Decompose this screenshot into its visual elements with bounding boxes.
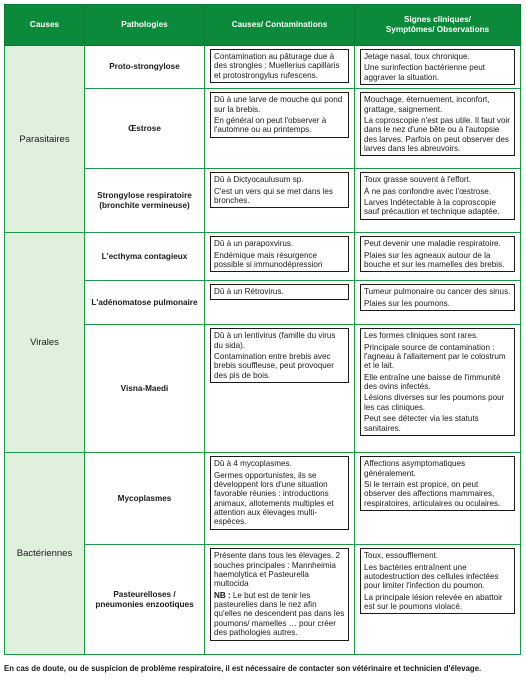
signes-cell [355,233,521,281]
signes-text: Larves Indétectable à la coproscopie sauf précaution et technique adaptée. [364,197,500,217]
causes-text: Dû à une larve de mouche qui pond sur la brebis. [214,95,343,114]
signes-text: Lésions diverses sur les poumons pour les cas cliniques. [364,393,505,412]
causes-cell [205,281,355,325]
signes-text: Mouchage, éternuement, inconfort, grattage, saignement. [364,95,490,114]
signes-cell [355,325,521,453]
header-signes-line2: Symptômes/ Observations [385,25,490,34]
signes-text: Tumeur pulmonaire ou cancer des sinus. [364,287,511,297]
causes-text: Endémique mais résurgence possible si immunodépression [214,250,323,269]
group-virales: Virales [5,233,85,453]
table-header-row [5,5,521,46]
table-row [5,453,521,545]
header-signes [355,5,521,46]
signes-cell [355,453,521,545]
causes-text: Dû à 4 mycoplasmes. [214,459,292,469]
pathology-name: Mycoplasmes [85,453,205,545]
causes-text: Dû à Dictyocaulusum sp. [214,175,304,185]
header-pathologies: Pathologies [85,5,205,46]
signes-text: Jetage nasal, toux chronique. [364,52,470,61]
signes-text: Toux, essoufflement. [364,551,439,561]
signes-cell [355,281,521,325]
causes-cell [205,46,355,89]
table-row [5,233,521,281]
causes-text: C'est un vers qui se met dans les bronches. [214,186,333,205]
pathology-name: Strongylose respiratoire (bronchite vermineuse) [85,169,205,233]
table-row [5,46,521,89]
causes-cell [205,453,355,545]
causes-text: Contamination entre brebis avec brebis souffleuse, peut provoquer des pis de bois. [214,351,334,380]
header-causes: Causes [5,5,85,46]
signes-text: Peut devenir une maladie respiratoire. [364,239,501,249]
header-signes-line1: Signes cliniques/ [404,15,471,25]
causes-text: Germes opportunistes, ils se développent lors d'une situation favorable réunies : introductions animaux, allotements multiples et attention aux élevages multi-espèces. [214,470,334,527]
signes-text: Si le terrain est propice, on peut observer des affections mammaires, respiratoires, articulaires ou oculaires. [364,479,501,508]
signes-text: Plaies sur les agneaux autour de la bouche et sur les mamelles des brebis. [364,250,505,269]
causes-text: Dû à un Rétrovirus. [214,287,284,297]
document [4,4,520,655]
pathology-name: Pasteurelloses / pneumonies enzootiques [85,545,205,655]
causes-text: Dû à un parapoxvirus. [214,239,294,249]
signes-text: Principale source de contamination : l'agneau à l'allaitement par le colostrum et le lait. [364,342,506,371]
group-parasitaires: Parasitaires [5,46,85,233]
signes-text: Affections asymptomatiques généralement. [364,459,466,478]
causes-cell [205,89,355,169]
causes-cell [205,233,355,281]
causes-text: Présente dans tous les élevages. 2 souches principales : Mannheimia haemolytica et Pasteurella multocida [214,551,340,589]
causes-text: En général on peut l'observer à l'automne ou au printemps. [214,115,327,135]
pathology-name: L'ecthyma contagieux [85,233,205,281]
pathology-name: Œstrose [85,89,205,169]
footer-note: En cas de doute, ou de suspicion de problème respiratoire, il est nécessaire de contacter son vétérinaire et technicien d'élevage. [4,664,482,673]
pathology-name: Visna-Maedi [85,325,205,453]
causes-cell [205,545,355,655]
pathology-name: L'adénomatose pulmonaire [85,281,205,325]
signes-text: Toux grasse souvent à l'effort. [364,175,472,185]
causes-text: Contamination au pâturage due à des strongles : Muellerius capillaris et protostrongylus rufescens. [214,52,340,80]
signes-text: Les bactéries entraînent une autodestruction des cellules infectées pour limiter l'infection du poumon. [364,562,499,591]
pathology-table [4,4,521,655]
causes-cell [205,169,355,233]
causes-text: Dû à un lentivirus (famille du virus du sida). [214,331,336,350]
signes-text: Elle entraîne une baisse de l'immunité des ovins infectés. [364,372,501,391]
signes-text: Les formes cliniques sont rares. [364,331,479,341]
causes-text: NB : Le but est de tenir les pasteurelles dans le nez afin qu'elles ne descendent pas dans les poumons/ mamelles … pour créer des pathologies autres. [214,590,345,638]
signes-text: À ne pas confondre avec l'œstrose. [364,186,492,196]
signes-text: La coproscopie n'est pas utile. Il faut voir dans le nez d'une bête ou à l'autopsie des larves. Parfois on peut observer des larves dans les abreuvoirs. [364,115,510,153]
signes-text: Une surinfection bactérienne peut aggraver la situation. [364,63,486,82]
signes-cell [355,46,521,89]
causes-cell [205,325,355,453]
signes-text: Peut see détecter via les statuts sanitaires. [364,414,479,433]
signes-cell [355,89,521,169]
group-bacteriennes: Bactériennes [5,453,85,655]
signes-text: Plaies sur les poumons. [364,298,450,308]
pathology-name: Proto-strongylose [85,46,205,89]
signes-cell [355,169,521,233]
signes-text: La principale lésion relevée en abattoir est sur le poumons violacé. [364,592,503,611]
signes-cell [355,545,521,655]
header-contaminations: Causes/ Contaminations [205,5,355,46]
